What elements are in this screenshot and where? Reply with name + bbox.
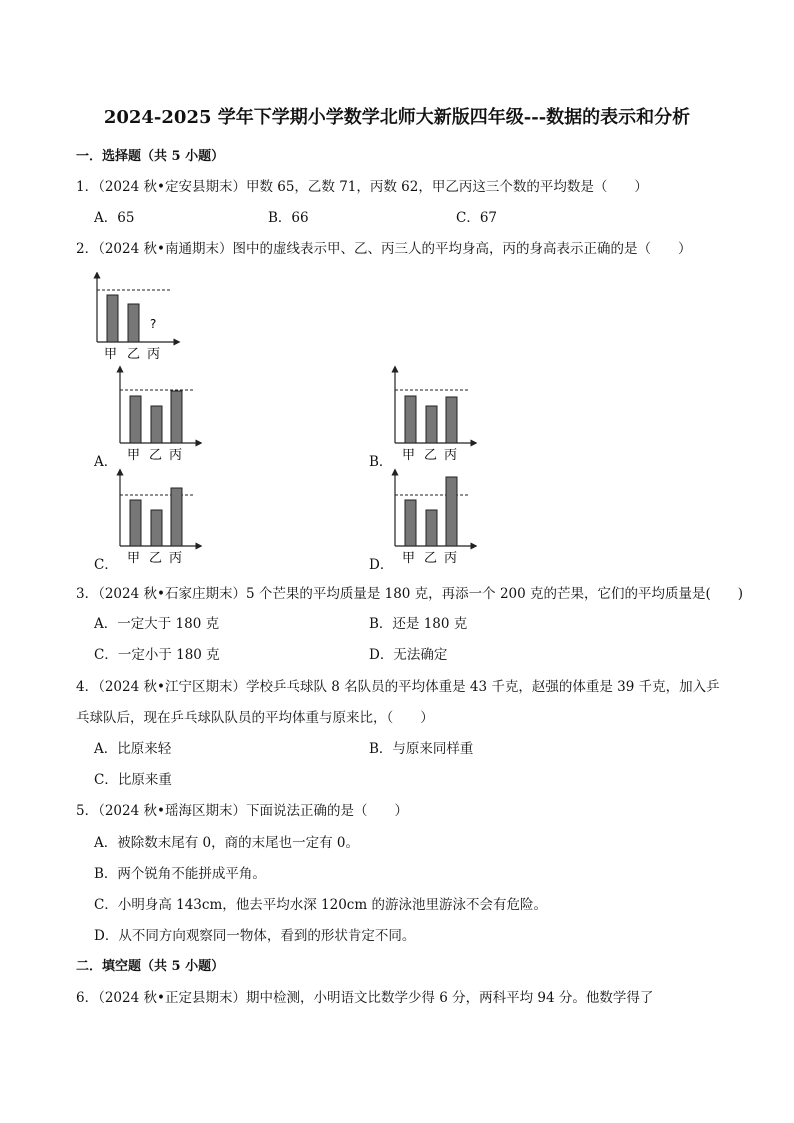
question-5-option-c[interactable]: C．小明身高 143cm，他去平均水深 120cm 的游泳池里游泳不会有危险。	[94, 897, 547, 913]
label-jia: 甲	[127, 448, 141, 463]
question-4-option-a[interactable]: A．比原来轻	[94, 741, 172, 757]
label-bing: 丙	[444, 448, 458, 463]
question-3-option-b[interactable]: B．还是 180 克	[369, 616, 468, 632]
bar-jia	[107, 295, 118, 342]
option-d-chart[interactable]	[387, 468, 477, 568]
label-yi: 乙	[424, 448, 438, 463]
bar-jia	[130, 500, 141, 546]
bar-yi	[151, 510, 162, 546]
question-6-stem: 6．（2024 秋•正定县期末）期中检测，小明语文比数学少得 6 分，两科平均 94 分。他数学得了	[76, 990, 654, 1006]
question-mark: ?	[150, 317, 157, 331]
option-b-chart[interactable]	[387, 365, 477, 465]
bar-bing	[171, 488, 182, 546]
label-bing: 丙	[169, 551, 183, 566]
option-c-chart[interactable]	[112, 468, 202, 568]
bar-jia	[405, 500, 416, 546]
question-1-option-a[interactable]: A．65	[94, 210, 135, 226]
label-bing: 丙	[169, 448, 183, 463]
label-jia: 甲	[402, 551, 416, 566]
question-3-option-d[interactable]: D．无法确定	[369, 647, 448, 663]
question-1-option-b[interactable]: B．66	[268, 210, 309, 226]
question-2-option-b[interactable]: B．	[369, 454, 393, 470]
page-title: 2024-2025 学年下学期小学数学北师大新版四年级---数据的表示和分析	[103, 107, 691, 128]
bar-bing	[171, 391, 182, 443]
question-3-option-a[interactable]: A．一定大于 180 克	[94, 616, 220, 632]
question-2-option-c[interactable]: C．	[94, 557, 118, 573]
label-bing: 丙	[444, 551, 458, 566]
question-2-figure	[90, 272, 190, 364]
question-5-stem: 5．（2024 秋•瑶海区期末）下面说法正确的是（ ）	[76, 803, 408, 819]
bar-jia	[405, 396, 416, 443]
label-jia: 甲	[104, 347, 118, 362]
label-yi: 乙	[149, 551, 163, 566]
question-1-option-c[interactable]: C．67	[456, 210, 498, 226]
bar-jia	[130, 396, 141, 443]
question-4-stem-line1: 4．（2024 秋•江宁区期末）学校乒乓球队 8 名队员的平均体重是 43 千克，赵强的体重是 39 千克，加入乒	[76, 679, 720, 695]
label-yi: 乙	[127, 347, 141, 362]
bar-bing	[446, 397, 457, 443]
bar-bing	[446, 477, 457, 546]
bar-yi	[426, 510, 437, 546]
question-3-stem: 3．（2024 秋•石家庄期末）5 个芒果的平均质量是 180 克，再添一个 200 克的芒果，它们的平均质量是( )	[76, 586, 744, 602]
question-4-option-c[interactable]: C．比原来重	[94, 772, 172, 788]
question-4-stem-line2: 乓球队后，现在乒乓球队队员的平均体重与原来比，（ ）	[76, 710, 434, 726]
question-1-stem: 1．（2024 秋•定安县期末）甲数 65，乙数 71，丙数 62，甲乙丙这三个数的平均数是（ ）	[76, 179, 648, 195]
question-4-option-b[interactable]: B．与原来同样重	[369, 741, 474, 757]
label-bing: 丙	[147, 347, 161, 362]
question-2-stem: 2．（2024 秋•南通期末）图中的虚线表示甲、乙、丙三人的平均身高，丙的身高表示正确的是（ ）	[76, 241, 692, 257]
question-2-option-a[interactable]: A．	[94, 454, 118, 470]
section-heading-fill: 二．填空题（共 5 小题）	[76, 959, 225, 974]
label-yi: 乙	[424, 551, 438, 566]
section-heading-choice: 一．选择题（共 5 小题）	[76, 149, 225, 164]
question-5-option-b[interactable]: B．两个锐角不能拼成平角。	[94, 866, 266, 882]
label-yi: 乙	[149, 448, 163, 463]
question-5-option-a[interactable]: A．被除数末尾有 0，商的末尾也一定有 0。	[94, 835, 360, 851]
bar-yi	[426, 406, 437, 443]
option-a-chart[interactable]	[112, 365, 202, 465]
bar-yi	[151, 406, 162, 443]
label-jia: 甲	[127, 551, 141, 566]
bar-yi	[128, 304, 139, 342]
label-jia: 甲	[402, 448, 416, 463]
question-5-option-d[interactable]: D．从不同方向观察同一物体，看到的形状肯定不同。	[94, 928, 416, 944]
question-3-option-c[interactable]: C．一定小于 180 克	[94, 647, 220, 663]
question-2-option-d[interactable]: D．	[369, 557, 394, 573]
